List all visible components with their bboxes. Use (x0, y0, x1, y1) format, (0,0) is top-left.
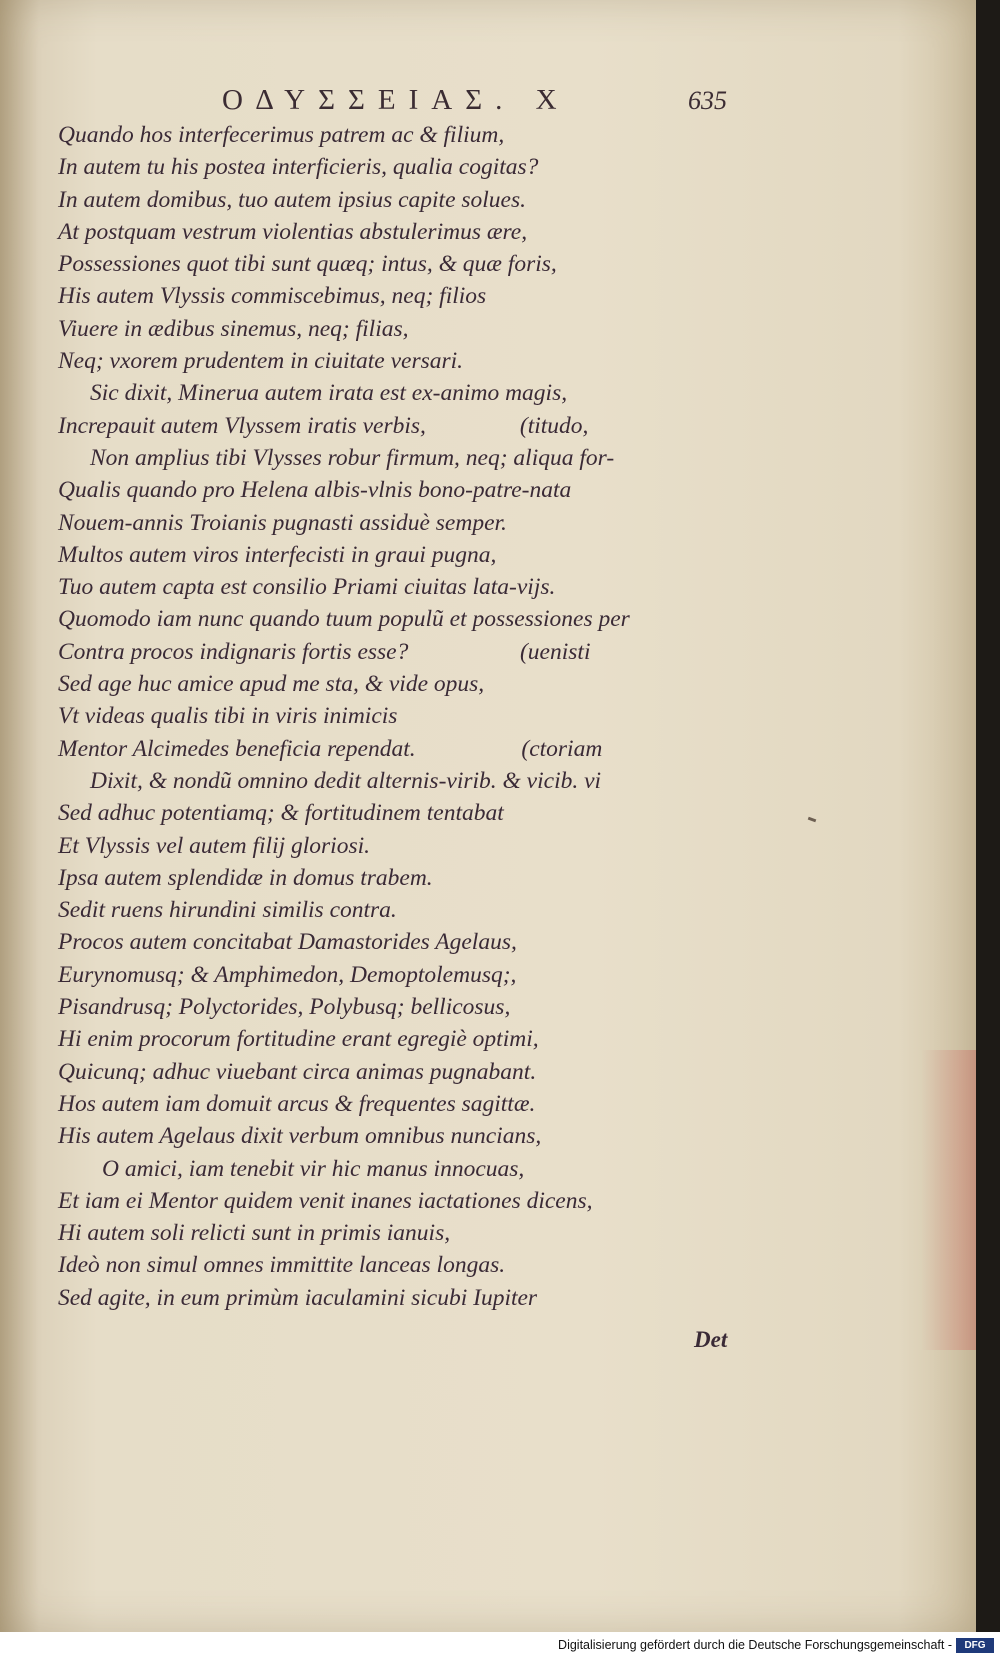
verse-line: Ipsa autem splendidæ in domus trabem. (58, 864, 433, 891)
verse-line: His autem Agelaus dixit verbum omnibus nuncians, (58, 1123, 542, 1150)
verse-line: Pisandrusq; Polyctorides, Polybusq; bellicosus, (58, 994, 511, 1021)
catchword: Det (694, 1327, 728, 1352)
verse-line: O amici, iam tenebit vir hic manus innocuas, (102, 1155, 525, 1182)
dfg-logo-icon: DFG (956, 1638, 994, 1653)
verse-line: Quomodo iam nunc quando tuum populũ et possessiones per (58, 606, 630, 633)
verse-line: Tuo autem capta est consilio Priami ciuitas lata-vijs. (58, 574, 556, 601)
running-title: ΟΔΥΣΣΕΙΑΣ. Χ (222, 84, 570, 116)
verse-line: Hi autem soli relicti sunt in primis ianuis, (58, 1220, 451, 1247)
verse-line: Quando hos interfecerimus patrem ac & filium, (58, 122, 505, 148)
digitization-footer (0, 1632, 1000, 1659)
verse-line: Eurynomusq; & Amphimedon, Demoptolemusq;, (58, 961, 517, 988)
verse-line: Possessiones quot tibi sunt quæq; intus, & quæ foris, (58, 251, 557, 278)
verse-line: Viuere in ædibus sinemus, neq; filias, (58, 315, 409, 342)
verse-line: Sed adhuc potentiamq; & fortitudinem tentabat (58, 800, 504, 827)
verse-line: Qualis quando pro Helena albis-vlnis bono-patre-nata (58, 477, 572, 504)
verse-line: Et iam ei Mentor quidem venit inanes iactationes dicens, (58, 1187, 593, 1214)
verse-line: Vt videas qualis tibi in viris inimicis (58, 703, 398, 730)
verse-line: Et Vlyssis vel autem filij gloriosi. (58, 832, 371, 859)
verse-line: Ideò non simul omnes immittite lanceas longas. (58, 1252, 506, 1279)
verse-line: His autem Vlyssis commiscebimus, neq; filios (58, 283, 487, 310)
verse-text (58, 119, 738, 1314)
verse-line: Neq; vxorem prudentem in ciuitate versari. (58, 348, 464, 375)
verse-line: Non amplius tibi Vlysses robur firmum, neq; aliqua for- (90, 444, 615, 471)
verse-line: Dixit, & nondũ omnino dedit alternis-virib. & vicib. vi (90, 767, 602, 794)
verse-line: Contra procos indignaris fortis esse? (uenisti (58, 638, 591, 665)
verse-line: Sic dixit, Minerua autem irata est ex-animo magis, (90, 380, 568, 407)
margin-mark (808, 817, 817, 823)
verse-line: In autem domibus, tuo autem ipsius capite solues. (58, 186, 527, 213)
page-number: 635 (688, 86, 727, 115)
verse-line: At postquam vestrum violentias abstulerimus ære, (58, 218, 528, 245)
verse-line: Multos autem viros interfecisti in graui pugna, (58, 541, 497, 568)
verse-line: Quicunq; adhuc viuebant circa animas pugnabant. (58, 1058, 537, 1085)
verse-line: Sedit ruens hirundini similis contra. (58, 897, 397, 924)
page-stain (921, 1050, 976, 1350)
funding-credit: Digitalisierung gefördert durch die Deutsche Forschungsgemeinschaft - (558, 1638, 952, 1652)
verse-line: In autem tu his postea interficieris, qualia cogitas? (58, 154, 539, 181)
verse-line: Sed agite, in eum primùm iaculamini sicubi Iupiter (58, 1284, 538, 1311)
verse-line: Procos autem concitabat Damastorides Agelaus, (58, 929, 517, 956)
page-header (0, 84, 976, 124)
verse-line: Sed age huc amice apud me sta, & vide opus, (58, 671, 485, 698)
verse-line: Nouem-annis Troianis pugnasti assiduè semper. (58, 509, 507, 536)
verse-line: Increpauit autem Vlyssem iratis verbis, (titudo, (58, 412, 589, 439)
verse-line: Hos autem iam domuit arcus & frequentes sagittæ. (58, 1090, 536, 1117)
verse-line: Hi enim procorum fortitudine erant egregiè optimi, (58, 1026, 539, 1053)
verse-line: Mentor Alcimedes beneficia rependat. (ctoriam (58, 735, 603, 762)
